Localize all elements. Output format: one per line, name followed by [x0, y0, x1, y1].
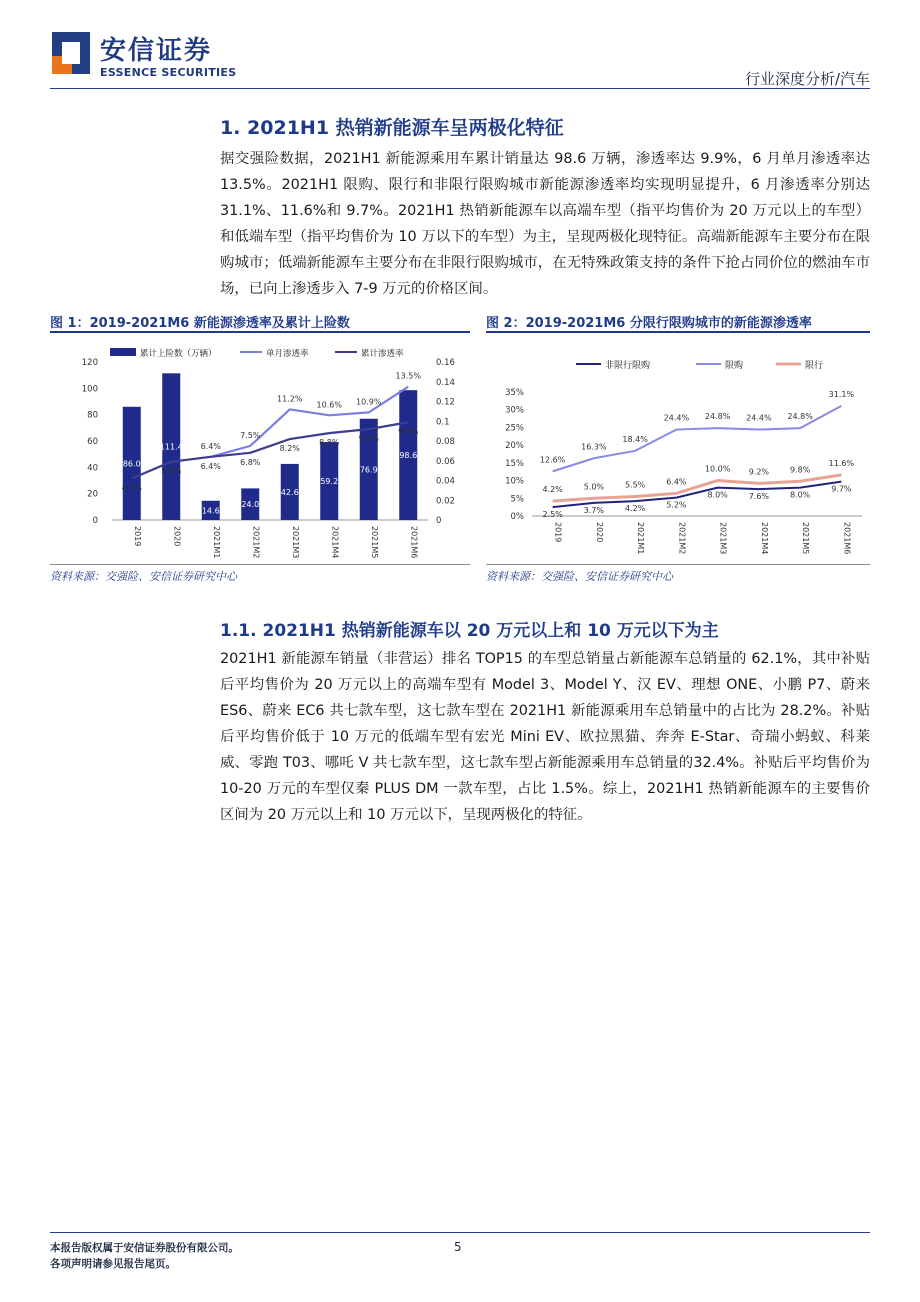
legend-label-purchase-restricted: 限购	[725, 361, 744, 371]
point-label: 31.1%	[828, 389, 855, 399]
chart1-legend	[110, 348, 404, 359]
x-tick-label: 2021M4	[759, 522, 769, 555]
right-axis-tick: 0.02	[436, 496, 455, 507]
legend-label-insured: 累计上险数（万辆）	[140, 349, 217, 359]
line-data-label: 13.5%	[395, 371, 421, 381]
line-data-label: 6.8%	[240, 457, 261, 467]
point-label: 24.8%	[787, 412, 813, 422]
line-data-label: 7.5%	[240, 430, 261, 440]
x-tick-label: 2021M1	[211, 526, 221, 559]
point-label: 4.2%	[624, 504, 646, 514]
bar-value-label: 14.6	[201, 506, 220, 516]
point-label: 8.0%	[707, 490, 728, 500]
figure1-source: 资料来源：交强险、安信证券研究中心	[50, 570, 237, 583]
x-tick-label: 2021M1	[636, 522, 646, 555]
point-label: 24.4%	[663, 413, 690, 423]
y-axis-tick: 25%	[505, 423, 524, 434]
footer-divider	[50, 1232, 870, 1233]
section-paragraph: 据交强险数据，2021H1 新能源乘用车累计销量达 98.6 万辆，渗透率达 9.9%，6 月单月渗透率达 13.5%。2021H1 限购、限行和非限行限购城市新能源渗透率均实现明显提升，6 月渗透率分别达 31.1%、11.6%和 9.7%。2021H1 热销新能源车以高端车型（指平均售价为 20 万元以上的车型）和低端车型（指平均售价为 10 万以下的车型）为主，呈现两极化现特征。高端新能源车主要分布在限购城市；低端新能源车主要分布在非限行限购城市，在无特殊政策支持的条件下抢占同价位的燃油车市场，已向上渗透步入 7-9 万元的价格区间。	[220, 151, 870, 297]
x-tick-label: 2020	[594, 522, 604, 543]
page-number: 5	[454, 1240, 462, 1254]
point-label: 2.5%	[542, 510, 563, 520]
point-label: 7.6%	[748, 492, 770, 502]
copyright-notice: 本报告版权属于安信证券股份有限公司。	[50, 1242, 239, 1254]
left-axis-tick: 100	[81, 384, 98, 395]
brand-name-en: ESSENCE SECURITIES	[100, 66, 237, 79]
left-axis-tick: 120	[81, 358, 98, 368]
chart2-legend	[576, 359, 823, 371]
point-label: 4.2%	[542, 485, 563, 495]
y-axis-tick: 30%	[505, 405, 524, 416]
point-label: 6.4%	[666, 477, 687, 487]
x-tick-label: 2021M2	[251, 526, 261, 559]
y-axis-tick: 35%	[505, 388, 524, 398]
x-tick-label: 2021M6	[842, 522, 852, 555]
company-logo	[50, 30, 92, 76]
point-label: 9.2%	[748, 467, 770, 477]
chart2-lines	[540, 390, 855, 519]
bar-value-label: 42.6	[280, 487, 299, 497]
figure2-bottom-rule	[486, 564, 870, 565]
legend-label-monthly: 单月渗透率	[266, 349, 309, 359]
line-data-label: 10.6%	[316, 400, 342, 410]
bar-value-label: 98.6	[399, 451, 418, 461]
right-axis-tick: 0.1	[436, 417, 450, 428]
x-tick-label: 2021M3	[718, 522, 728, 555]
y-axis-tick: 0%	[510, 512, 524, 522]
y-axis-tick: 20%	[505, 441, 524, 452]
figure2-title: 图 2：2019-2021M6 分限行限购城市的新能源渗透率	[486, 316, 812, 331]
legend-label-cumulative: 累计渗透率	[361, 349, 404, 359]
figure1-top-rule	[50, 331, 470, 333]
y-axis-tick: 5%	[510, 494, 524, 505]
point-label: 24.4%	[746, 413, 772, 423]
subsection-paragraph: 2021H1 新能源车销量（非营运）排名 TOP15 的车型总销量占新能源车总销量的 62.1%，其中补贴后平均售价为 20 万元以上的高端车型有 Model 3、Model Y、汉 EV、理想 ONE、小鹏 P7、蔚来 ES6、蔚来 EC6 共七款车型，这七款车型在 2021H1 新能源乘用车总销量中的占比为 28.2%。补贴后平均售价低于 10 万元的低端车型有宏光 Mini EV、欧拉黑猫、奔奔 E-Star、奇瑞小蚂蚁、科莱威、零跑 T03、哪吒 V 共七款车型，这七款车型占新能源乘用车总销量的32.4%。补贴后平均售价为 10-20 万元的车型仅秦 PLUS DM 一款车型，占比 1.5%。综上，2021H1 热销新能源车的主要售价区间为 20 万元以上和 10 万元以下，呈现两极化的特征。	[220, 651, 870, 823]
chart1-x-labels	[133, 526, 419, 558]
x-tick-label: 2021M6	[409, 526, 419, 559]
point-label: 11.6%	[828, 458, 855, 468]
legend-label-non-restricted: 非限行限购	[605, 361, 651, 371]
bar-value-label: 86.0	[122, 459, 141, 469]
x-tick-label: 2019	[553, 522, 563, 543]
point-label: 16.3%	[581, 442, 607, 452]
chart2-x-labels	[554, 522, 852, 554]
left-axis-tick: 60	[87, 437, 98, 447]
x-tick-label: 2020	[172, 526, 182, 547]
point-label: 9.7%	[831, 484, 852, 494]
left-axis-tick: 40	[87, 463, 98, 474]
bar-value-label: 76.9	[359, 465, 378, 475]
right-axis-tick: 0.12	[436, 397, 455, 408]
point-label: 5.5%	[624, 480, 646, 490]
disclaimer-notice: 各项声明请参见报告尾页。	[50, 1258, 176, 1270]
point-label: 18.4%	[622, 434, 648, 444]
line-data-label: 9.2%	[358, 434, 379, 444]
section-title: 1. 2021H1 热销新能源车呈两极化特征	[220, 117, 564, 139]
line-data-label: 5.9%	[161, 466, 182, 476]
right-axis-tick: 0.16	[436, 358, 455, 368]
line-data-label: 6.4%	[200, 441, 221, 451]
bar-value-label: 111.4	[159, 442, 183, 452]
point-label: 9.8%	[789, 465, 811, 475]
line-data-label: 8.2%	[279, 444, 300, 454]
line-data-label: 4.2%	[121, 483, 142, 493]
point-label: 5.2%	[666, 500, 687, 510]
line-data-label: 10.9%	[356, 397, 382, 407]
point-label: 5.0%	[583, 482, 605, 492]
right-axis-tick: 0.14	[436, 377, 455, 388]
right-axis-tick: 0.06	[436, 456, 455, 467]
point-label: 12.6%	[539, 455, 566, 465]
x-tick-label: 2019	[132, 526, 142, 547]
left-axis-tick: 20	[87, 489, 98, 500]
chart-penetration-and-insured	[50, 342, 470, 562]
x-tick-label: 2021M4	[330, 526, 340, 559]
line-data-label: 8.8%	[319, 438, 340, 448]
x-tick-label: 2021M5	[369, 526, 379, 559]
left-axis-tick: 80	[87, 410, 98, 421]
point-label: 24.8%	[704, 412, 731, 422]
line-data-label: 11.2%	[277, 394, 303, 404]
bar-value-label: 59.2	[320, 477, 339, 487]
chart-penetration-by-city-type	[486, 342, 870, 562]
left-axis-tick: 0	[92, 516, 98, 526]
figure2-top-rule	[486, 331, 870, 333]
line-data-label: 6.4%	[200, 461, 221, 471]
point-label: 8.0%	[789, 490, 811, 500]
y-axis-tick: 15%	[505, 458, 524, 469]
subsection-title: 1.1. 2021H1 热销新能源车以 20 万元以上和 10 万元以下为主	[220, 621, 719, 641]
point-label: 3.7%	[583, 505, 605, 515]
header-divider	[50, 88, 870, 89]
figure1-title: 图 1：2019-2021M6 新能源渗透率及累计上险数	[50, 316, 350, 331]
report-type: 行业深度分析/汽车	[744, 70, 870, 88]
brand-name-cn: 安信证券	[100, 36, 213, 66]
point-label: 10.0%	[704, 464, 731, 474]
right-axis-tick: 0.04	[436, 476, 455, 487]
y-axis-tick: 10%	[505, 476, 524, 487]
line-data-label: 9.9%	[398, 427, 419, 437]
x-tick-label: 2021M2	[677, 522, 687, 555]
x-tick-label: 2021M5	[801, 522, 811, 555]
x-tick-label: 2021M3	[290, 526, 300, 559]
legend-swatch-bar	[110, 348, 136, 356]
right-axis-tick: 0	[436, 516, 442, 526]
figure2-source: 资料来源：交强险、安信证券研究中心	[486, 570, 673, 583]
legend-label-traffic-restricted: 限行	[805, 361, 824, 371]
right-axis-tick: 0.08	[436, 437, 455, 447]
bar-value-label: 24.0	[241, 500, 260, 510]
figure1-bottom-rule	[50, 564, 470, 565]
